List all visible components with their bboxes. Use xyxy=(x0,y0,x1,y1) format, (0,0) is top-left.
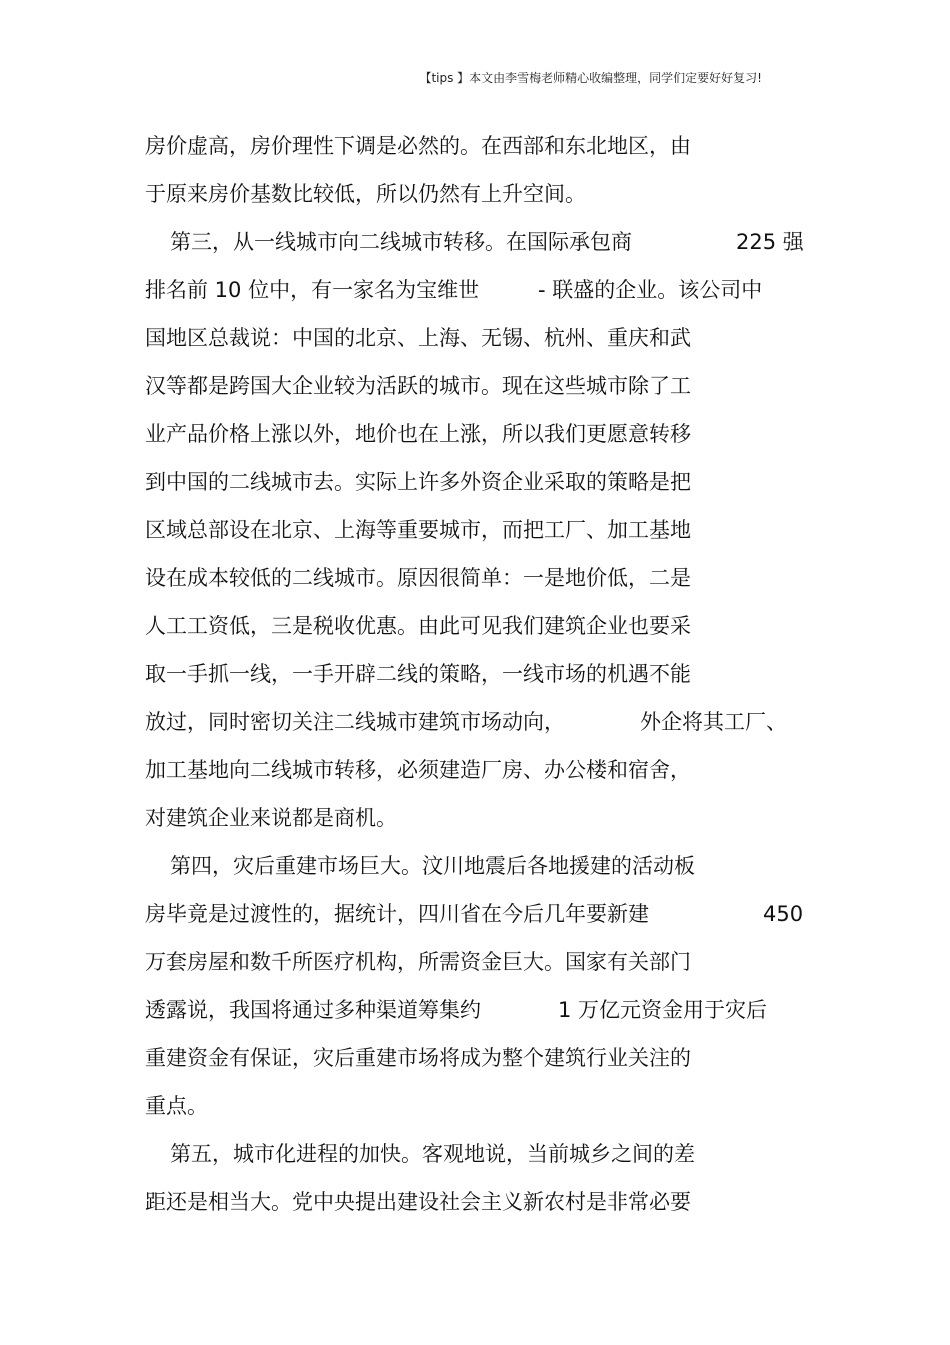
text-line: 设在成本较低的二线城市。原因很简单：一是地价低，二是 xyxy=(145,566,691,590)
text-line: 人工工资低，三是税收优惠。由此可见我们建筑企业也要采 xyxy=(145,614,691,638)
text-line: 重建资金有保证，灾后重建市场将成为整个建筑行业关注的 xyxy=(145,1046,691,1070)
text-line: 于原来房价基数比较低，所以仍然有上升空间。 xyxy=(145,182,586,206)
inline-number: 450 xyxy=(763,902,804,926)
text-line: 透露说，我国将通过多种渠道筹集约 xyxy=(145,998,481,1022)
text-line-tail: 1 万亿元资金用于灾后 xyxy=(558,998,768,1022)
text-line: 万套房屋和数千所医疗机构，所需资金巨大。国家有关部门 xyxy=(145,950,691,974)
text-line: 汉等都是跨国大企业较为活跃的城市。现在这些城市除了工 xyxy=(145,374,691,398)
paragraph-start-line: 第五，城市化进程的加快。客观地说，当前城乡之间的差 xyxy=(170,1142,695,1166)
text-line: 业产品价格上涨以外，地价也在上涨，所以我们更愿意转移 xyxy=(145,422,691,446)
text-line: 排名前 10 位中，有一家名为宝维世 xyxy=(145,278,480,302)
text-line: 房价虚高，房价理性下调是必然的。在西部和东北地区，由 xyxy=(145,134,691,158)
text-line: 取一手抓一线，一手开辟二线的策略，一线市场的机遇不能 xyxy=(145,662,691,686)
text-line: 区域总部设在北京、上海等重要城市，而把工厂、加工基地 xyxy=(145,518,691,542)
text-line: 放过，同时密切关注二线城市建筑市场动向， xyxy=(145,710,565,734)
text-line: 房毕竟是过渡性的，据统计，四川省在今后几年要新建 xyxy=(145,902,649,926)
text-line: 到中国的二线城市去。实际上许多外资企业采取的策略是把 xyxy=(145,470,691,494)
text-line-tail: - 联盛的企业。该公司中 xyxy=(538,278,763,302)
text-line: 对建筑企业来说都是商机。 xyxy=(145,806,397,830)
paragraph-start-line: 第三，从一线城市向二线城市转移。在国际承包商 xyxy=(170,230,632,254)
text-line: 重点。 xyxy=(145,1094,208,1118)
inline-number: 225 强 xyxy=(736,230,804,254)
paragraph-start-line: 第四，灾后重建市场巨大。汶川地震后各地援建的活动板 xyxy=(170,854,695,878)
text-line: 加工基地向二线城市转移，必须建造厂房、办公楼和宿舍， xyxy=(145,758,691,782)
text-line-tail: 外企将其工厂、 xyxy=(640,710,787,734)
text-line: 国地区总裁说：中国的北京、上海、无锡、杭州、重庆和武 xyxy=(145,326,691,350)
header-note: 【tips 】本文由李雪梅老师精心收编整理，同学们定要好好复习! xyxy=(419,71,762,85)
text-line: 距还是相当大。党中央提出建设社会主义新农村是非常必要 xyxy=(145,1190,691,1214)
